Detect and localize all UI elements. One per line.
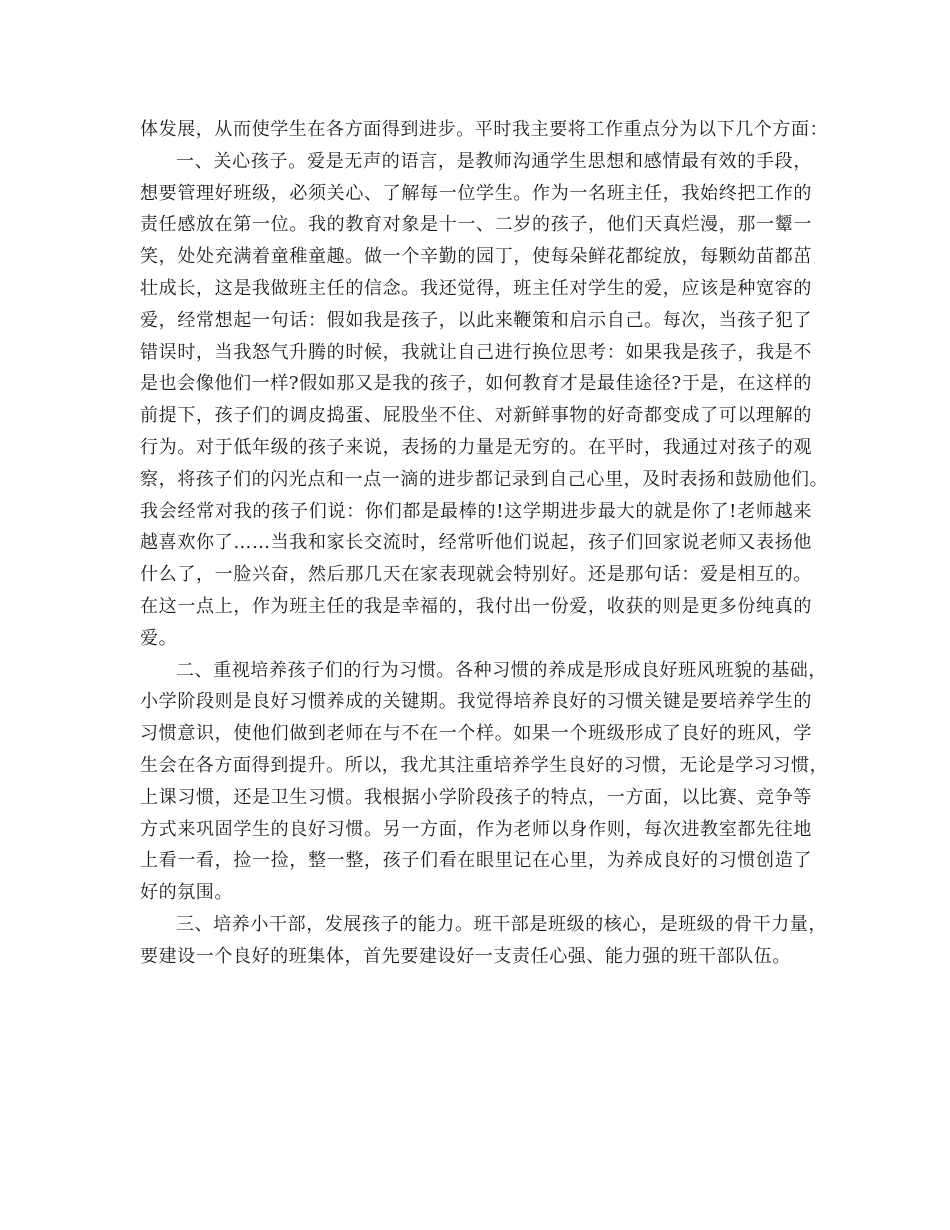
text-line: 是也会像他们一样?假如那又是我的孩子，如何教育才是最佳途径?于是，在这样的 (140, 373, 812, 395)
text-line: 上看一看，捡一捡，整一整，孩子们看在眼里记在心里，为养成良好的习惯创造了 (140, 850, 812, 872)
text-line: 二、重视培养孩子们的行为习惯。各种习惯的养成是形成良好班风班貌的基础， (176, 659, 827, 681)
text-line: 好的氛围。 (140, 882, 233, 904)
text-line: 行为。对于低年级的孩子来说，表扬的力量是无穷的。在平时，我通过对孩子的观 (140, 436, 812, 458)
text-line: 前提下，孩子们的调皮捣蛋、屁股坐不住、对新鲜事物的好奇都变成了可以理解的 (140, 405, 812, 427)
text-line: 要建设一个良好的班集体，首先要建设好一支责任心强、能力强的班干部队伍。 (140, 945, 791, 967)
text-line: 生会在各方面得到提升。所以，我尤其注重培养学生良好的习惯，无论是学习习惯， (140, 754, 829, 776)
text-line: 我会经常对我的孩子们说：你们都是最棒的!这学期进步最大的就是你了!老师越来 (140, 500, 812, 522)
document-body (140, 114, 829, 973)
text-line: 察，将孩子们的闪光点和一点一滴的进步都记录到自己心里，及时表扬和鼓励他们。 (140, 468, 829, 490)
text-line: 一、关心孩子。爱是无声的语言，是教师沟通学生思想和感情最有效的手段， (176, 150, 812, 172)
text-line: 想要管理好班级，必须关心、了解每一位学生。作为一名班主任，我始终把工作的 (140, 182, 812, 204)
text-line: 上课习惯，还是卫生习惯。我根据小学阶段孩子的特点，一方面，以比赛、竞争等 (140, 786, 812, 808)
text-line: 爱，经常想起一句话：假如我是孩子，以此来鞭策和启示自己。每次，当孩子犯了 (140, 309, 812, 331)
text-line: 三、培养小干部，发展孩子的能力。班干部是班级的核心，是班级的骨干力量， (176, 913, 827, 935)
text-line: 爱。 (140, 627, 178, 649)
text-line: 体发展，从而使学生在各方面得到进步。平时我主要将工作重点分为以下几个方面： (140, 119, 829, 140)
text-line: 笑，处处充满着童稚童趣。做一个辛勤的园丁，使每朵鲜花都绽放，每颗幼苗都茁 (140, 246, 812, 268)
text-line: 责任感放在第一位。我的教育对象是十一、二岁的孩子，他们天真烂漫，那一颦一 (140, 214, 812, 236)
text-line: 习惯意识，使他们做到老师在与不在一个样。如果一个班级形成了良好的班风，学 (140, 723, 812, 745)
text-line: 在这一点上，作为班主任的我是幸福的，我付出一份爱，收获的则是更多份纯真的 (140, 595, 812, 617)
text-line: 壮成长，这是我做班主任的信念。我还觉得，班主任对学生的爱，应该是种宽容的 (140, 277, 812, 299)
text-line: 越喜欢你了……当我和家长交流时，经常听他们说起，孩子们回家说老师又表扬他 (140, 532, 812, 554)
text-line: 小学阶段则是良好习惯养成的关键期。我觉得培养良好的习惯关键是要培养学生的 (140, 691, 812, 713)
text-line: 错误时，当我怒气升腾的时候，我就让自己进行换位思考：如果我是孩子，我是不 (140, 341, 812, 363)
text-line: 什么了，一脸兴奋，然后那几天在家表现就会特别好。还是那句话：爱是相互的。 (140, 564, 812, 586)
text-line: 方式来巩固学生的良好习惯。另一方面，作为老师以身作则，每次进教室都先往地 (140, 818, 812, 840)
